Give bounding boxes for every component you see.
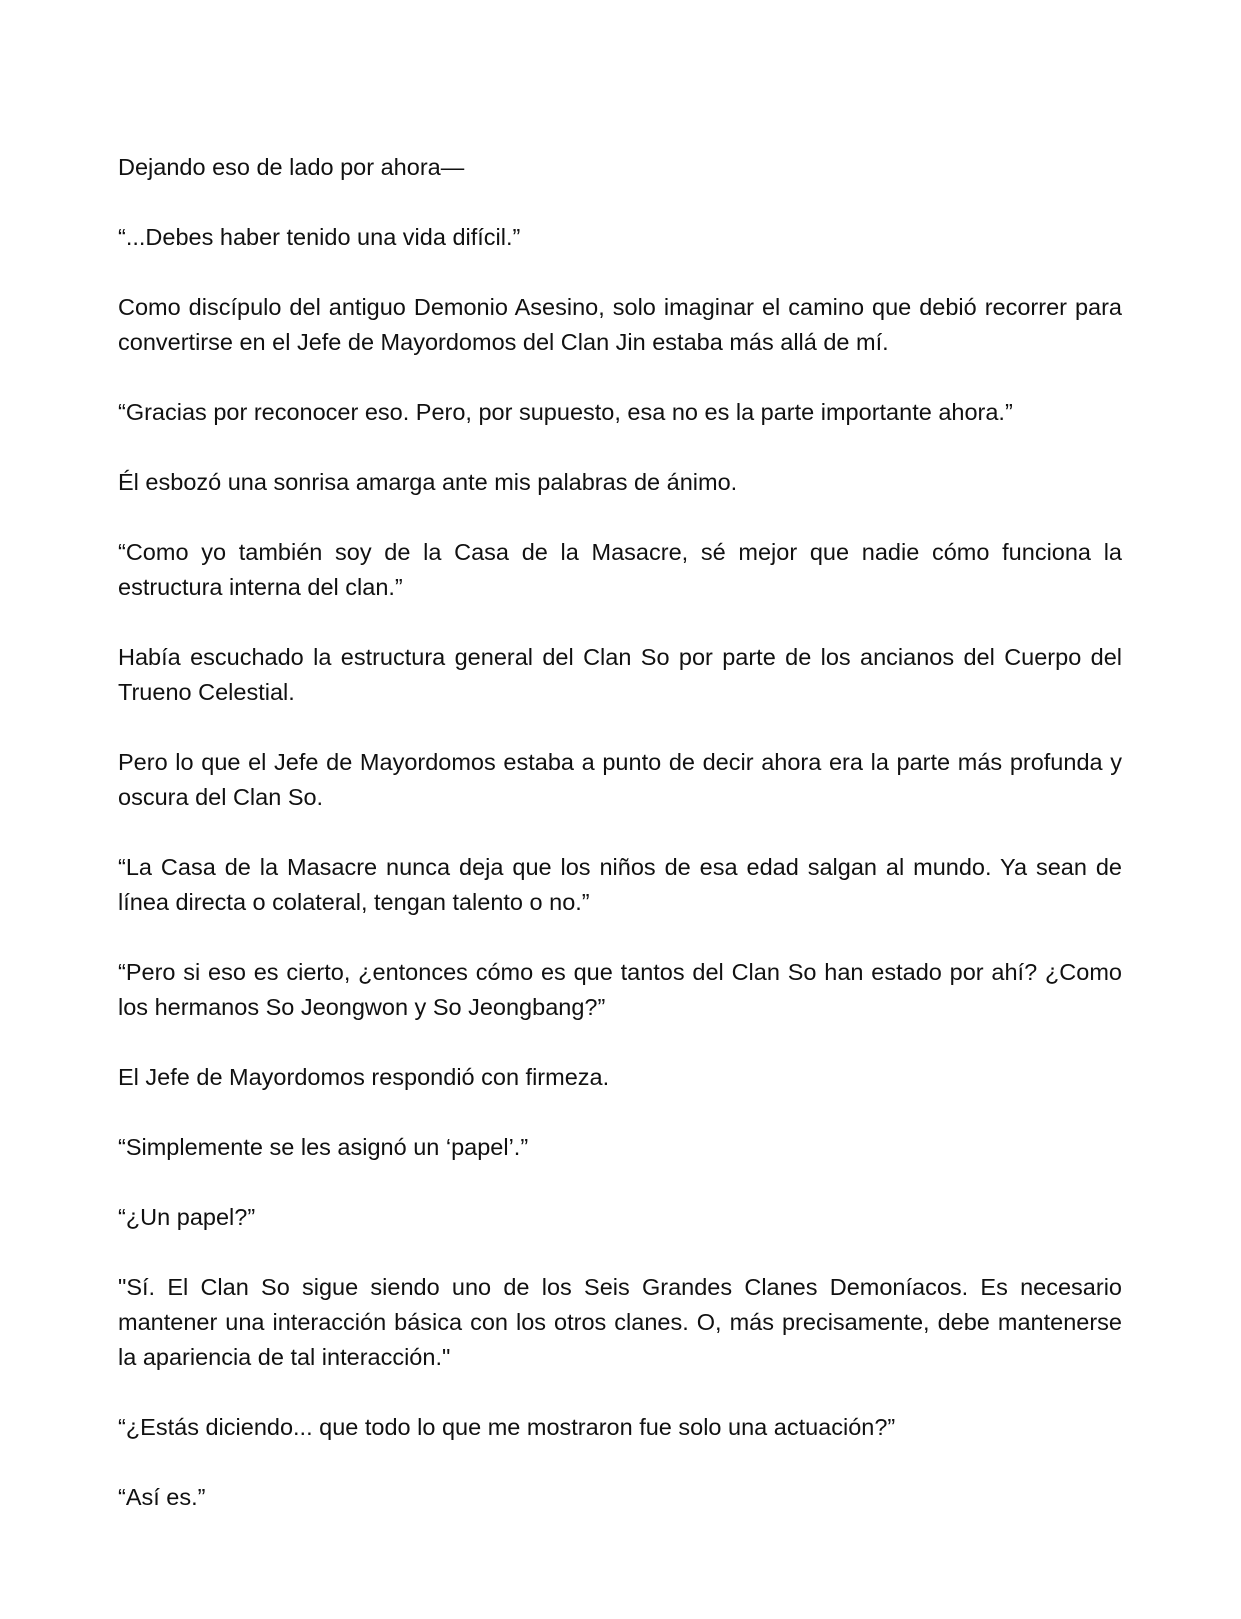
document-body — [118, 150, 1122, 1515]
paragraph-3: Como discípulo del antiguo Demonio Asesino, solo imaginar el camino que debió recorrer para convertirse en el Jefe de Mayordomos del Clan Jin estaba más allá de mí. — [118, 294, 1122, 355]
paragraph-13: “¿Un papel?” — [118, 1204, 256, 1230]
paragraph-1: Dejando eso de lado por ahora— — [118, 154, 465, 180]
paragraph-11: El Jefe de Mayordomos respondió con firmeza. — [118, 1064, 610, 1090]
paragraph-14: "Sí. El Clan So sigue siendo uno de los Seis Grandes Clanes Demoníacos. Es necesario mantener una interacción básica con los otros clanes. O, más precisamente, debe mantenerse la apariencia de tal interacción." — [118, 1274, 1122, 1370]
paragraph-5: Él esbozó una sonrisa amarga ante mis palabras de ánimo. — [118, 469, 738, 495]
paragraph-8: Pero lo que el Jefe de Mayordomos estaba a punto de decir ahora era la parte más profunda y oscura del Clan So. — [118, 749, 1122, 810]
paragraph-12: “Simplemente se les asignó un ‘papel’.” — [118, 1134, 529, 1160]
paragraph-4: “Gracias por reconocer eso. Pero, por supuesto, esa no es la parte importante ahora.” — [118, 399, 1013, 425]
paragraph-7: Había escuchado la estructura general del Clan So por parte de los ancianos del Cuerpo del Trueno Celestial. — [118, 644, 1122, 705]
paragraph-6: “Como yo también soy de la Casa de la Masacre, sé mejor que nadie cómo funciona la estructura interna del clan.” — [118, 539, 1122, 600]
paragraph-16: “Así es.” — [118, 1484, 206, 1510]
paragraph-10: “Pero si eso es cierto, ¿entonces cómo es que tantos del Clan So han estado por ahí? ¿Como los hermanos So Jeongwon y So Jeongbang?” — [118, 959, 1122, 1020]
paragraph-2: “...Debes haber tenido una vida difícil.” — [118, 224, 521, 250]
paragraph-15: “¿Estás diciendo... que todo lo que me mostraron fue solo una actuación?” — [118, 1414, 896, 1440]
paragraph-9: “La Casa de la Masacre nunca deja que los niños de esa edad salgan al mundo. Ya sean de línea directa o colateral, tengan talento o no.” — [118, 854, 1122, 915]
